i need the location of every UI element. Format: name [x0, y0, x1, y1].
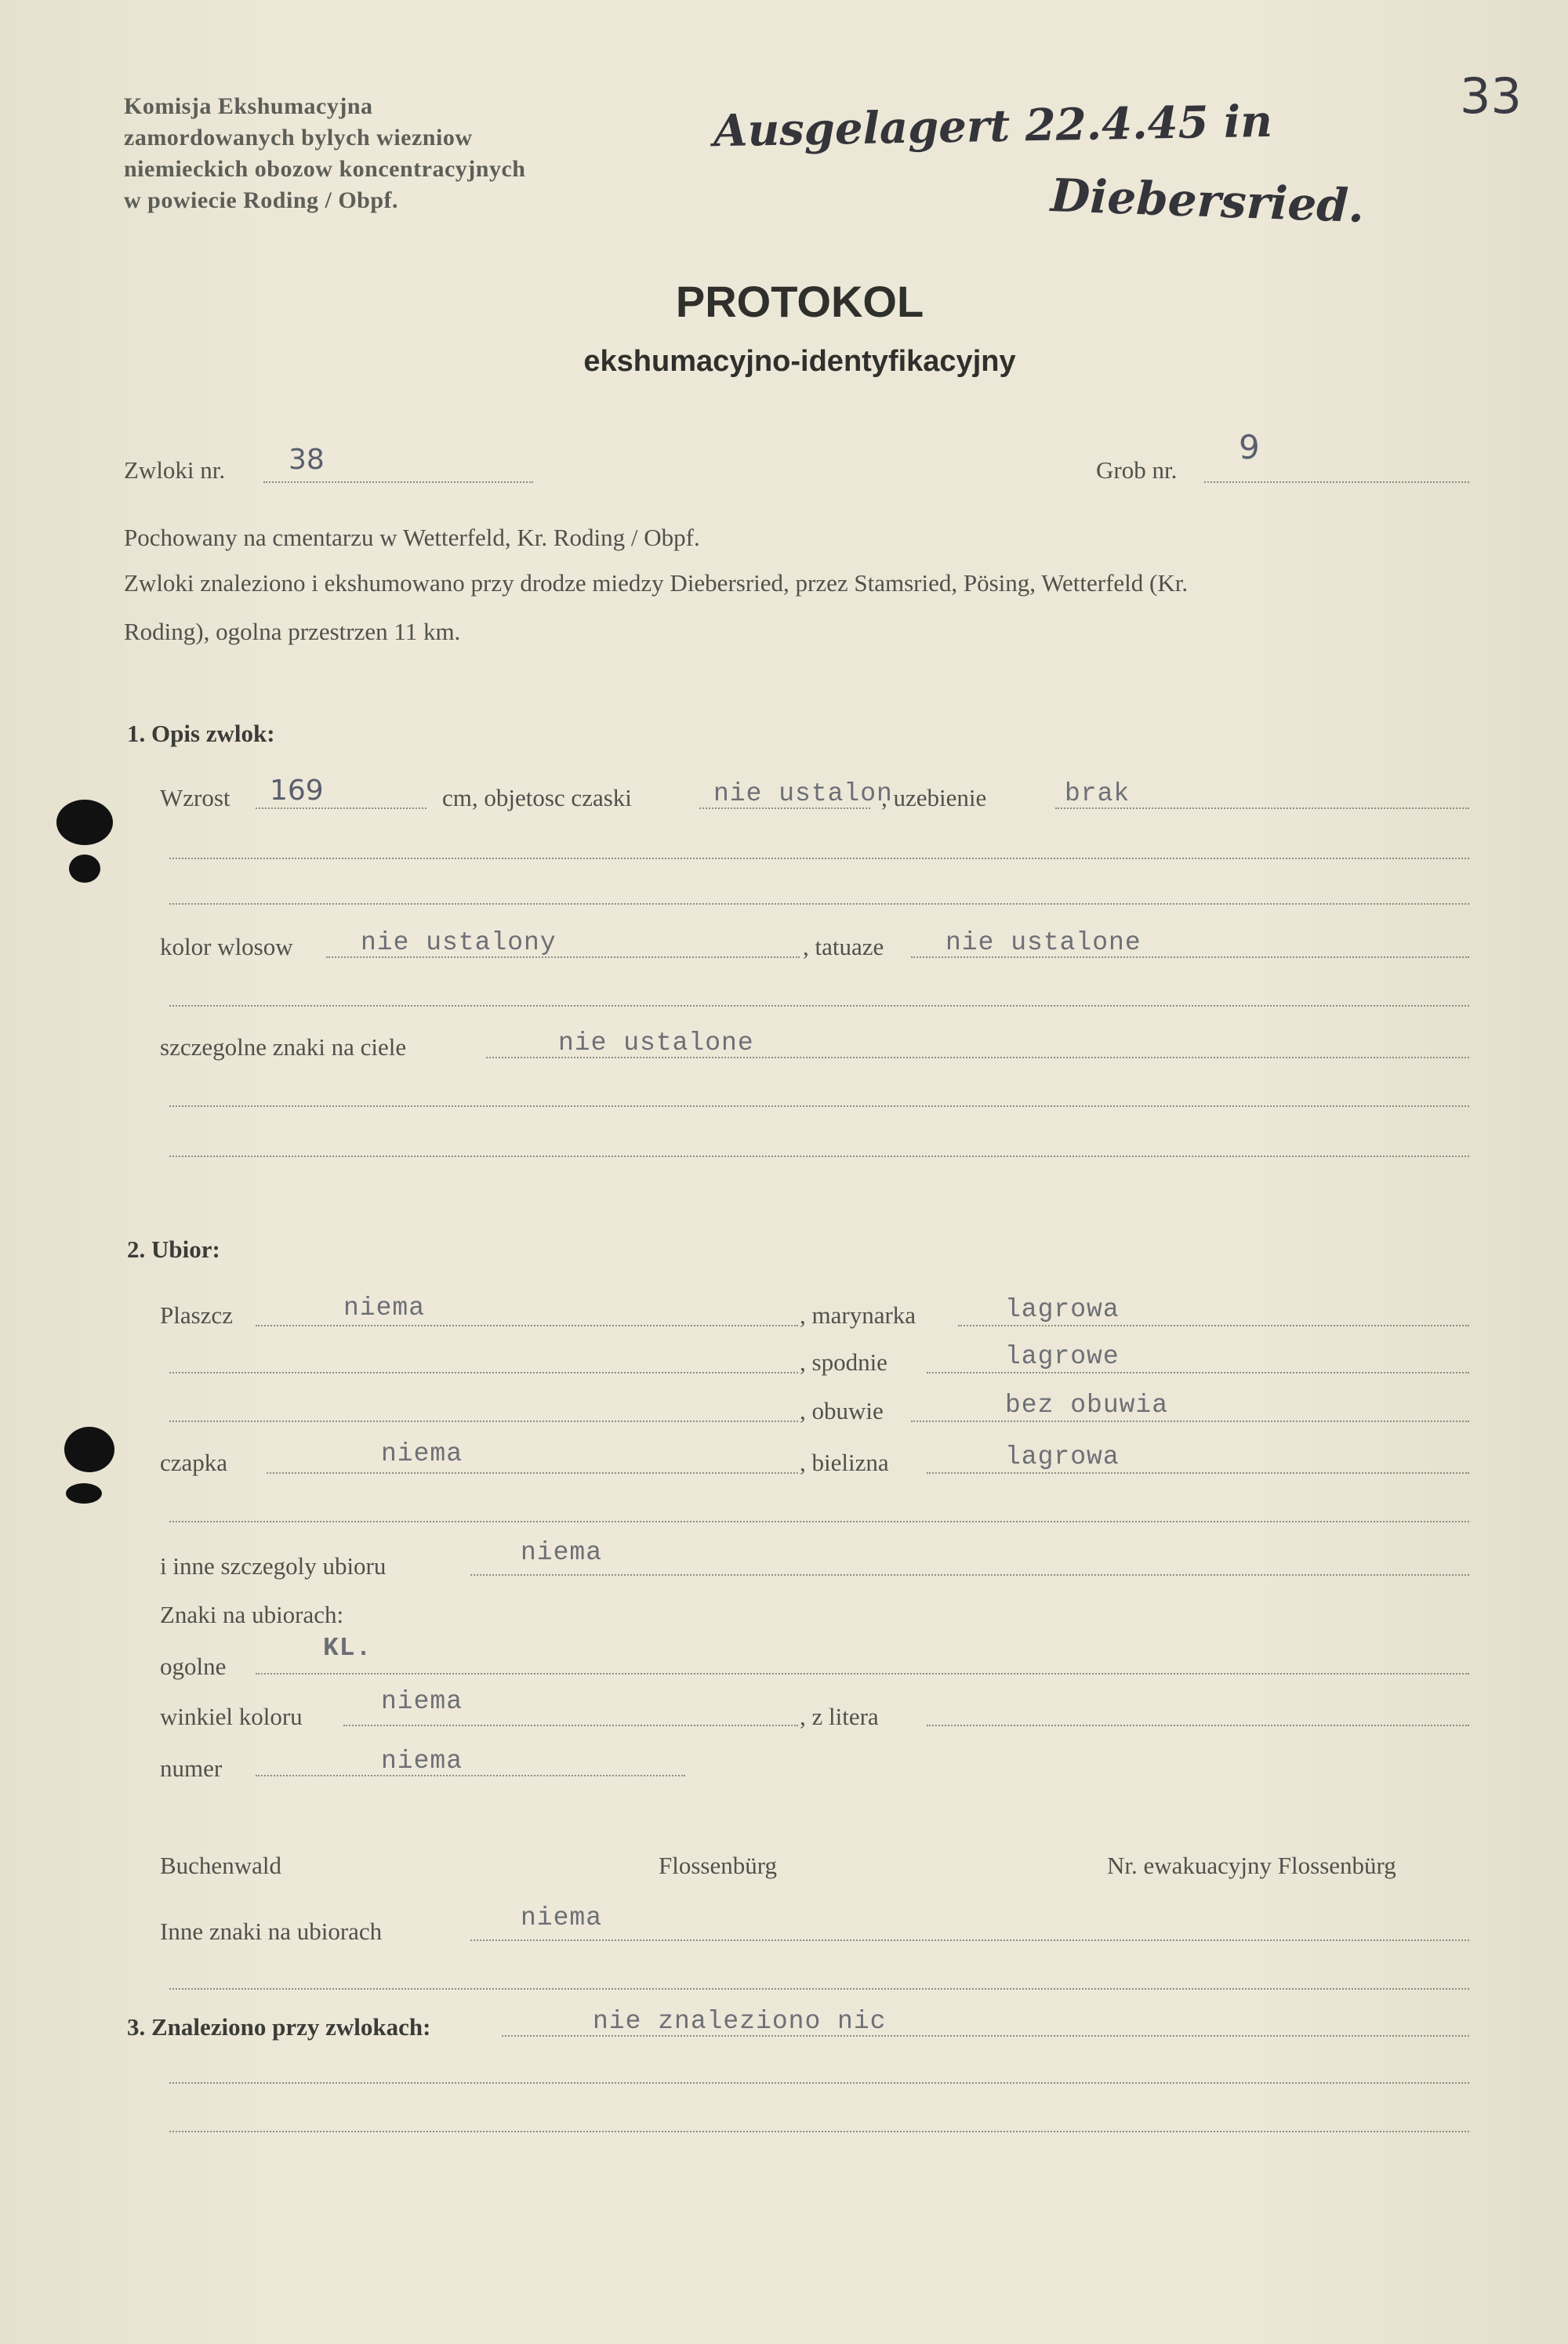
body-number-line — [263, 481, 533, 483]
letter-line — [927, 1725, 1469, 1726]
punch-hole — [66, 1483, 102, 1504]
coat-value: niema — [343, 1294, 426, 1323]
section2-heading: 2. Ubior: — [127, 1235, 220, 1263]
teeth-label: , uzebienie — [881, 784, 987, 811]
triangle-color-value: niema — [381, 1687, 463, 1716]
other-clothing-label: i inne szczegoly ubioru — [160, 1552, 387, 1580]
shoes-value: bez obuwia — [1005, 1391, 1169, 1420]
clothing-marks-heading: Znaki na ubiorach: — [160, 1601, 344, 1628]
other-marks-value: niema — [521, 1903, 603, 1932]
height-line — [256, 807, 426, 809]
cap-label: czapka — [160, 1449, 228, 1476]
blank-line — [169, 1156, 1469, 1157]
jacket-line — [958, 1325, 1469, 1326]
page-number: 33 — [1460, 67, 1522, 125]
found-location-line2: Roding), ogolna przestrzen 11 km. — [124, 618, 461, 645]
cap-value: niema — [381, 1439, 463, 1468]
org-line: w powiecie Roding / Obpf. — [124, 187, 399, 213]
evacuation-number-label: Nr. ewakuacyjny Flossenbürg — [1107, 1852, 1396, 1879]
underwear-label: , bielizna — [800, 1449, 889, 1476]
height-value: 169 — [270, 775, 324, 807]
general-marks-label: ogolne — [160, 1653, 227, 1680]
tattoo-label: , tatuaze — [803, 933, 884, 960]
blank-line — [169, 1372, 798, 1373]
blank-line — [169, 1005, 1469, 1007]
shoes-line — [911, 1421, 1469, 1422]
hair-color-value: nie ustalony — [361, 928, 557, 957]
punch-hole — [69, 855, 100, 883]
other-marks-line — [470, 1939, 1469, 1941]
number-label: numer — [160, 1754, 223, 1782]
buchenwald-label: Buchenwald — [160, 1852, 281, 1879]
underwear-line — [927, 1472, 1469, 1474]
teeth-value: brak — [1065, 779, 1131, 808]
flossenburg-label: Flossenbürg — [659, 1852, 778, 1879]
general-marks-value: KL. — [323, 1634, 372, 1663]
handwritten-note-line2: Diebersried. — [1049, 169, 1366, 233]
triangle-color-label: winkiel koloru — [160, 1703, 303, 1730]
document-title: PROTOKOL — [675, 277, 924, 326]
section1-heading: 1. Opis zwlok: — [127, 720, 275, 747]
handwritten-note-line1: Ausgelagert 22.4.45 in — [713, 95, 1273, 158]
body-marks-label: szczegolne znaki na ciele — [160, 1033, 407, 1061]
height-label: Wzrost — [160, 784, 230, 811]
grave-number-line — [1204, 481, 1469, 483]
trousers-value: lagrowe — [1005, 1342, 1120, 1371]
blank-line — [169, 1421, 798, 1422]
punch-hole — [64, 1427, 114, 1472]
other-clothing-value: niema — [521, 1538, 603, 1567]
blank-line — [169, 2131, 1469, 2132]
org-line: niemieckich obozow koncentracyjnych — [124, 156, 526, 182]
blank-line — [169, 1105, 1469, 1107]
body-number-label: Zwloki nr. — [124, 456, 226, 484]
blank-line — [169, 903, 1469, 905]
body-marks-value: nie ustalone — [558, 1029, 754, 1058]
grave-number-label: Grob nr. — [1096, 456, 1178, 484]
punch-hole — [56, 800, 113, 845]
skull-label: cm, objetosc czaski — [442, 784, 632, 811]
blank-line — [169, 1521, 1469, 1522]
general-marks-line — [256, 1673, 1469, 1675]
number-value: niema — [381, 1747, 463, 1776]
coat-label: Plaszcz — [160, 1301, 233, 1329]
body-number-value: 38 — [289, 444, 325, 476]
shoes-label: , obuwie — [800, 1397, 884, 1424]
burial-place-text: Pochowany na cmentarzu w Wetterfeld, Kr. Roding / Obpf. — [124, 524, 700, 551]
letter-label: , z litera — [800, 1703, 879, 1730]
blank-line — [169, 2082, 1469, 2084]
blank-line — [169, 858, 1469, 859]
blank-line — [169, 1988, 1469, 1990]
found-location-line1: Zwloki znaleziono i ekshumowano przy drodze miedzy Diebersried, przez Stamsried, Pösing, Wetterfeld (Kr. — [124, 569, 1189, 597]
cap-line — [267, 1472, 798, 1474]
org-line: Komisja Ekshumacyjna — [124, 93, 373, 119]
hair-color-label: kolor wlosow — [160, 933, 293, 960]
coat-line — [256, 1325, 798, 1326]
underwear-value: lagrowa — [1005, 1442, 1120, 1471]
org-line: zamordowanych bylych wiezniow — [124, 125, 473, 151]
other-clothing-line — [470, 1574, 1469, 1576]
other-marks-label: Inne znaki na ubiorach — [160, 1918, 383, 1945]
org-header — [124, 91, 525, 216]
trousers-label: , spodnie — [800, 1348, 887, 1376]
section3-heading: 3. Znaleziono przy zwlokach: — [127, 2013, 431, 2041]
trousers-line — [927, 1372, 1469, 1373]
document-subtitle: ekshumacyjno-identyfikacyjny — [583, 345, 1016, 378]
tattoo-value: nie ustalone — [946, 928, 1142, 957]
grave-number-value: 9 — [1239, 428, 1260, 466]
triangle-color-line — [343, 1725, 798, 1726]
found-items-value: nie znaleziono nic — [593, 2007, 887, 2036]
skull-value: nie ustalon — [713, 779, 893, 808]
number-line — [256, 1775, 685, 1776]
jacket-label: , marynarka — [800, 1301, 916, 1329]
jacket-value: lagrowa — [1005, 1295, 1120, 1324]
